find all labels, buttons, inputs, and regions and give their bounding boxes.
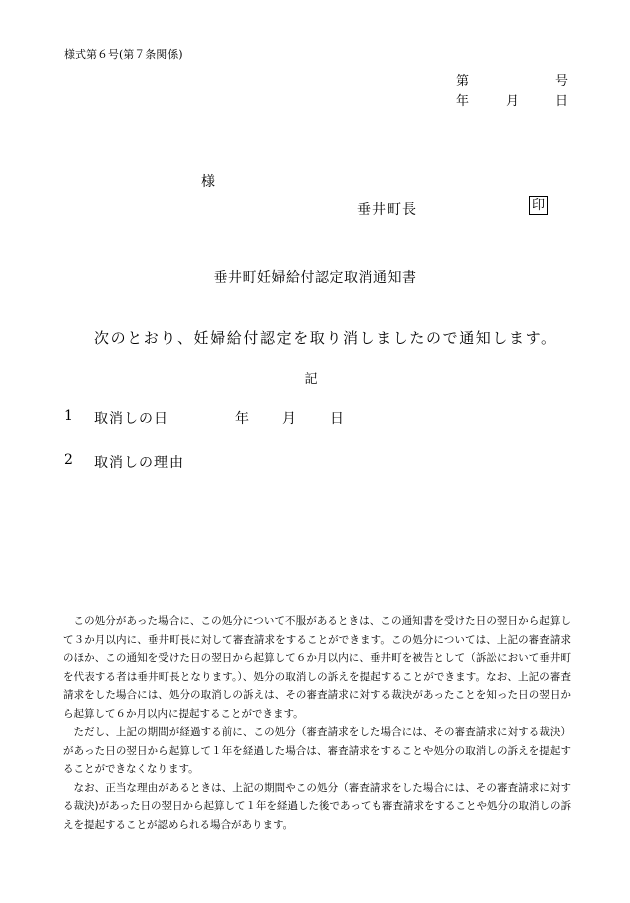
- ki-heading-text: 記: [304, 372, 318, 387]
- cancellation-day: 日: [330, 411, 344, 427]
- recipient-suffix: 様: [201, 174, 215, 190]
- item-number: 1: [64, 408, 73, 424]
- form-number: 様式第６号(第７条関係): [64, 48, 183, 61]
- cancellation-month: 月: [282, 411, 296, 427]
- ki-heading: [0, 368, 630, 387]
- issue-date-month: 月: [506, 94, 520, 109]
- item-label: 取消しの理由: [94, 455, 184, 471]
- document-number-suffix: 号: [554, 74, 568, 89]
- notice-paragraph: ただし、上記の期間が経過する前に、この処分（審査請求をした場合には、その審査請求に対する裁決）があった日の翌日から起算して１年を経過した場合は、審査請求をすることや処分の取消しの訴えを提起することができなくなります。: [63, 726, 571, 775]
- issuer-name: 垂井町長: [357, 202, 417, 218]
- seal-mark: 印: [529, 196, 548, 215]
- item-label: 取消しの日: [94, 411, 169, 427]
- document-number-prefix: 第: [456, 74, 470, 89]
- notice-paragraph: この処分があった場合に、この処分について不服があるときは、この通知書を受けた日の翌日から起算して３か月以内に、垂井町長に対して審査請求をすることができます。この処分については、上記の審査請求のほか、この通知を受けた日の翌日から起算して６か月以内に、垂井町を被告として（訴訟において垂井町を代表する者は垂井町長となります。）、処分の取消しの訴えを提起することができます。なお、上記の審査請求をした場合には、処分の取消しの訴えは、その審査請求に対する裁決があったことを知った日の翌日から起算して６か月以内に提起することができます。: [63, 615, 571, 720]
- document-title: 垂井町妊婦給付認定取消通知書: [213, 270, 417, 286]
- item-number: 2: [64, 452, 73, 468]
- issue-date-year: 年: [456, 94, 470, 109]
- notice-paragraph: なお、正当な理由があるときは、上記の期間やこの処分（審査請求をした場合には、その審査請求に対する裁決)があった日の翌日から起算して１年を経過した後であっても審査請求をすることや処分の取消しの訴えを提起することが認められる場合があります。: [63, 781, 571, 831]
- lead-text: 次のとおり、妊婦給付認定を取り消しましたので通知します。: [94, 329, 558, 347]
- appeal-notice: [63, 612, 571, 834]
- cancellation-year: 年: [235, 411, 249, 427]
- issue-date-day: 日: [554, 94, 568, 109]
